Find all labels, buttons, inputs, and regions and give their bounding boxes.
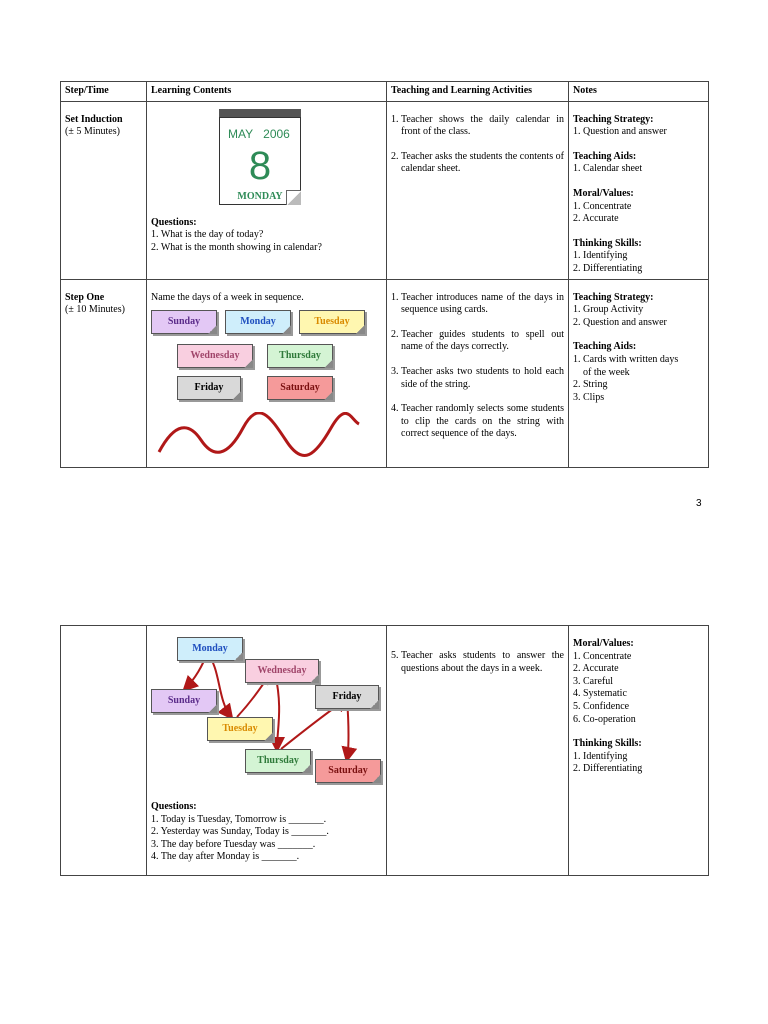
contents-cell [147, 101, 387, 279]
teaching-aids: Teaching Aids: 1. Calendar sheet [573, 150, 643, 175]
day-card: Sunday [151, 689, 217, 713]
activities-cell [387, 101, 569, 279]
activity-item: 5. Teacher asks students to answer the questions about the days in a week. [391, 650, 564, 674]
activity-item: 2. Teacher asks the students the contents of calendar sheet. [391, 150, 564, 175]
day-card: Wednesday [177, 344, 253, 368]
day-card: Tuesday [207, 717, 273, 741]
activities-list [391, 114, 564, 176]
calendar-month-year: MAY 2006 [228, 126, 290, 141]
activity-item: 1. Teacher shows the daily calendar in front of the class. [391, 113, 564, 138]
step-cell [61, 279, 147, 468]
step-time: (± 5 Minutes) [65, 126, 120, 138]
day-card: Saturday [315, 759, 381, 783]
activity-item: 3. Teacher asks two students to hold each side of the string. [391, 365, 564, 390]
question-item: 2. Yesterday was Sunday, Today is _______. [151, 826, 329, 838]
activity-item: 2. Teacher guides students to spell out name of the days correctly. [391, 328, 564, 353]
day-card: Friday [177, 376, 241, 400]
question-item: 4. The day after Monday is _______. [151, 851, 300, 863]
calendar-sheet [219, 109, 301, 207]
moral-values: Moral/Values: 1. Concentrate 2. Accurate [573, 187, 634, 225]
notes-cell [569, 101, 709, 279]
day-card: Monday [225, 310, 291, 334]
calendar-binding [219, 109, 301, 117]
questions-block [151, 801, 382, 864]
questions-block [151, 217, 382, 255]
thinking-skills: Thinking Skills: 1. Identifying 2. Differentiating [573, 237, 643, 274]
header-step-time: Step/Time [61, 82, 147, 102]
continued-row [61, 626, 709, 876]
activities-list [391, 650, 564, 675]
calendar-weekday: MONDAY [237, 190, 283, 202]
set-induction-row [61, 101, 709, 279]
activities-list [391, 292, 564, 441]
header-notes: Notes [569, 82, 709, 102]
contents-cell [147, 626, 387, 876]
question-item: 3. The day before Tuesday was _______. [151, 838, 316, 850]
calendar-day: 8 [248, 143, 272, 188]
step-name: Step One [65, 291, 105, 303]
thinking-skills: Thinking Skills: 1. Identifying 2. Differentiating [573, 738, 643, 775]
activity-item: 4. Teacher randomly selects some students to clip the cards on the string with correct sequence of the days. [391, 403, 564, 440]
question-item: 1. What is the day of today? [151, 229, 264, 241]
day-card: Monday [177, 637, 243, 661]
teaching-aids: Teaching Aids: 1. Cards with written days of the week 2. String 3. Clips [573, 341, 679, 403]
questions-label: Questions: [151, 801, 197, 812]
day-sequence-diagram [151, 629, 383, 795]
day-card: Saturday [267, 376, 333, 400]
step-cell [61, 626, 147, 876]
step-name: Set Induction [65, 113, 123, 125]
header-activities: Teaching and Learning Activities [387, 82, 569, 102]
contents-cell [147, 279, 387, 468]
step-time: (± 10 Minutes) [65, 304, 125, 316]
activities-cell [387, 279, 569, 468]
header-learning-contents: Learning Contents [147, 82, 387, 102]
activities-cell [387, 626, 569, 876]
day-cards-area [151, 304, 375, 464]
arrow-wednesday-thursday [275, 673, 279, 749]
table-header-row [61, 82, 709, 102]
notes-cell [569, 626, 709, 876]
step-one-row [61, 279, 709, 468]
moral-values: Moral/Values: 1. Concentrate 2. Accurate 3. Careful 4. Systematic 5. Confidence 6. Co-operation [573, 638, 636, 725]
day-card: Thursday [267, 344, 333, 368]
day-card: Thursday [245, 749, 311, 773]
string-wave-icon [155, 412, 375, 462]
day-card: Sunday [151, 310, 217, 334]
notes-cell [569, 279, 709, 468]
lesson-plan-table-continued [60, 625, 709, 876]
page-curl-icon [286, 190, 301, 205]
question-item: 1. Today is Tuesday, Tomorrow is _______. [151, 813, 327, 825]
day-card: Wednesday [245, 659, 319, 683]
day-card: Friday [315, 685, 379, 709]
step-cell [61, 101, 147, 279]
day-card: Tuesday [299, 310, 365, 334]
teaching-strategy: Teaching Strategy: 1. Question and answer [573, 113, 667, 138]
calendar-page [219, 117, 301, 205]
lesson-plan-table [60, 81, 709, 468]
teaching-strategy: Teaching Strategy: 1. Group Activity 2. Question and answer [573, 291, 667, 328]
page-number: 3 [696, 498, 702, 509]
instruction-text: Name the days of a week in sequence. [151, 291, 304, 303]
activity-item: 1. Teacher introduces name of the days in sequence using cards. [391, 291, 564, 316]
question-item: 2. What is the month showing in calendar? [151, 241, 322, 253]
questions-label: Questions: [151, 216, 197, 228]
